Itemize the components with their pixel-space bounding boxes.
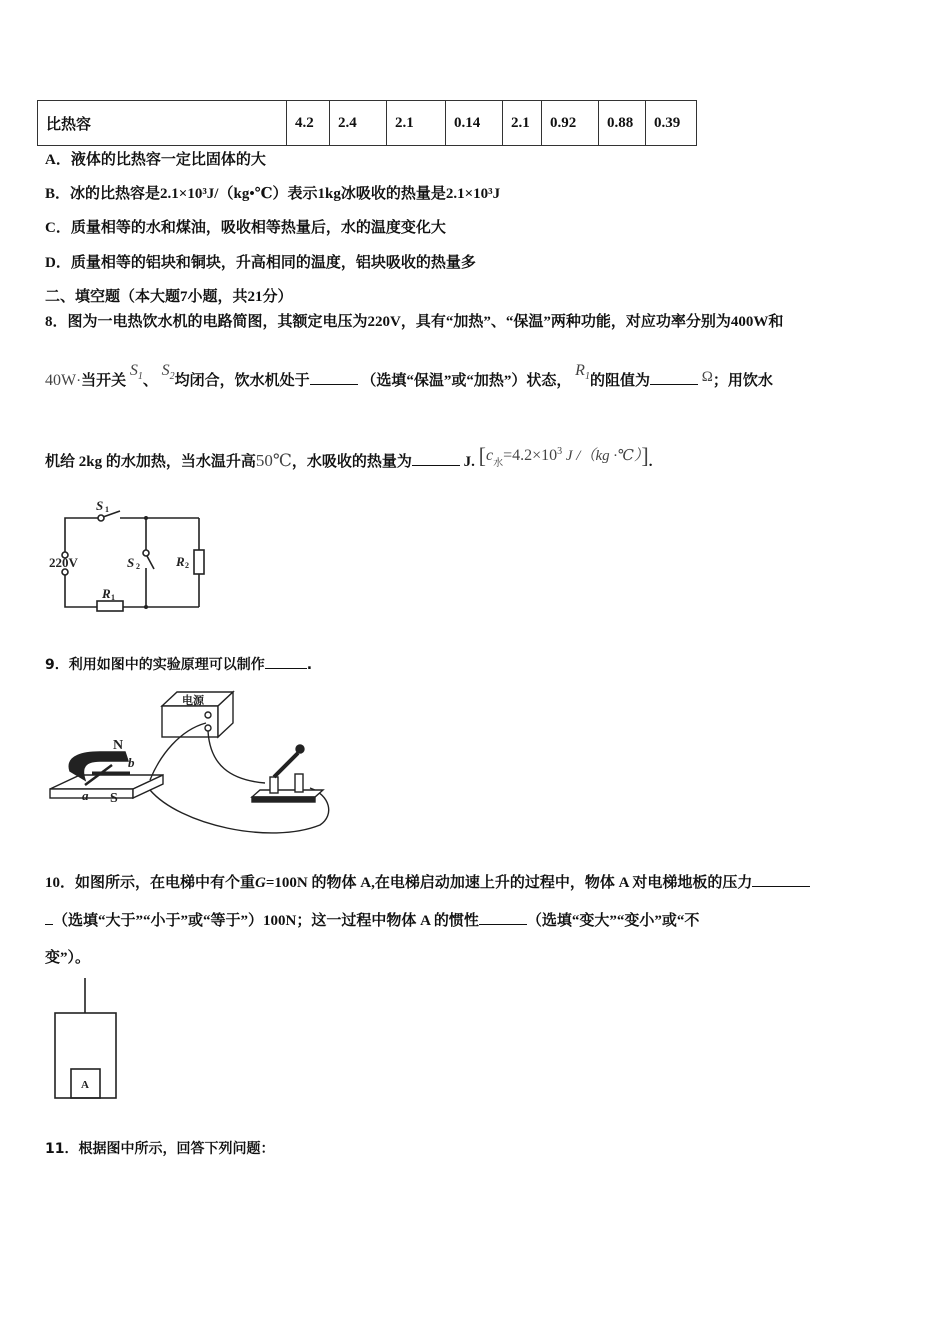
subscript: 2 [136, 562, 140, 571]
table-cell: 2.1 [387, 101, 446, 146]
subscript: 1 [111, 593, 115, 602]
option-text: 液体的比热容一定比固体的大 [70, 152, 266, 168]
elevator-diagram [50, 975, 125, 1100]
option-text: 质量相等的水和煤油，吸收相等热量后，水的温度变化大 [70, 220, 446, 236]
text: 、 [142, 373, 158, 389]
q10-line2 [45, 910, 699, 931]
text: . [648, 454, 653, 470]
text: 10．如图所示，在电梯中有个重 [45, 875, 256, 891]
option-c [45, 218, 446, 238]
answer-blank[interactable] [479, 910, 527, 925]
text: ，水吸收的热量为 [291, 454, 412, 470]
answer-blank[interactable] [412, 451, 460, 466]
q10-line3: 变”）。 [45, 950, 91, 966]
answer-blank-continued[interactable] [45, 910, 53, 925]
table-cell: 2.1 [503, 101, 542, 146]
n-pole-label: N [113, 738, 124, 753]
formula-c: c [485, 447, 494, 464]
s-pole-label: S [110, 791, 118, 806]
r1-symbol: R [575, 362, 585, 379]
text: 当开关 [81, 373, 127, 389]
q11-text: 11．根据图中所示，回答下列问题： [45, 1141, 275, 1157]
option-key: B． [45, 186, 71, 202]
text: 均闭合，饮水机处于 [174, 373, 310, 389]
table-row [38, 101, 697, 146]
specific-heat-table [37, 100, 697, 146]
power-value: 40W [45, 372, 77, 389]
table-cell: 0.14 [446, 101, 503, 146]
subscript: 1 [584, 371, 590, 383]
q8-line2: 40W·当开关 $S_1$、 $S_2$均闭合，饮水机处于 （选填“保温”或“加热”）状态， $R_1$的阻值为 Ω；用饮水 [45, 362, 773, 389]
text: 的阻值为 [589, 373, 650, 389]
text: ；用饮水 [712, 373, 773, 389]
voltage-label: 220V [49, 555, 78, 570]
subscript: 1 [137, 371, 143, 383]
q10-line1 [45, 872, 810, 893]
option-key: D． [45, 255, 71, 271]
text: （选填“保温”或“加热”）状态， [361, 373, 572, 389]
motor-experiment-diagram [40, 685, 350, 860]
temperature-value: 50℃ [255, 451, 292, 470]
text: 9．利用如图中的实验原理可以制作 [45, 657, 265, 673]
option-a [45, 150, 266, 170]
option-b [45, 184, 500, 204]
section-title: 二、填空题（本大题7小题，共21分） [45, 289, 293, 305]
r1-label: R [102, 586, 111, 601]
text: . [306, 657, 313, 673]
text: （选填“大于”“小于”或“等于”）100N；这一过程中物体 A 的惯性 [53, 913, 479, 929]
q8-line3: 机给 2kg 的水加热，当水温升高50℃，水吸收的热量为 J. [$c_水=4.2\times 10^3$ J /（kg ·℃）]. [45, 443, 653, 470]
subscript: 2 [169, 371, 175, 383]
answer-blank[interactable] [310, 370, 358, 385]
subscript: 1 [105, 505, 109, 514]
formula-value: =4.2×10 [503, 447, 558, 464]
q9-text [45, 654, 312, 675]
text: =100N 的物体 A,在电梯启动加速上升的过程中，物体 A 对电梯地板的压力 [265, 875, 753, 891]
q8-line1: 8．图为一电热饮水机的电路简图，其额定电压为220V，具有“加热”、“保温”两种功能，对应功率分别为400W和 [45, 314, 784, 330]
ohm-symbol: Ω [701, 369, 713, 385]
table-cell: 0.88 [599, 101, 646, 146]
r2-label: R [176, 554, 185, 569]
option-d [45, 253, 476, 273]
option-text: 质量相等的铝块和铜块，升高相同的温度，铝块吸收的热量多 [70, 255, 476, 271]
option-key: C． [45, 220, 71, 236]
s2-label: S [127, 555, 135, 570]
table-cell: 2.4 [330, 101, 387, 146]
table-cell: 0.92 [542, 101, 599, 146]
s1-symbol: S [129, 362, 138, 379]
b-label: b [128, 755, 135, 770]
answer-blank[interactable] [752, 872, 810, 887]
table-cell: 0.39 [646, 101, 697, 146]
a-label: a [82, 788, 89, 803]
power-supply-label: 电源 [182, 695, 204, 707]
circuit-diagram [40, 490, 220, 620]
subscript: 水 [493, 458, 504, 469]
option-key: A． [45, 152, 71, 168]
s2-symbol: S [161, 362, 170, 379]
superscript: 3 [557, 446, 563, 457]
text: J. [463, 454, 475, 470]
option-text: 冰的比热容是2.1×10³J/（kg•℃）表示1kg冰吸收的热量是2.1×10³J [70, 186, 501, 202]
table-row-label: 比热容 [38, 101, 287, 146]
s1-label: S [96, 498, 104, 513]
answer-blank[interactable] [650, 370, 698, 385]
subscript: 2 [185, 561, 189, 570]
text: 机给 2kg 的水加热，当水温升高 [45, 454, 256, 470]
object-a-label: A [81, 1079, 89, 1091]
g-symbol: G [255, 875, 266, 891]
text: （选填“变大”“变小”或“不 [526, 913, 700, 929]
formula-unit: J /（kg ·℃） [562, 448, 642, 464]
table-cell: 4.2 [287, 101, 330, 146]
answer-blank[interactable] [265, 654, 307, 669]
